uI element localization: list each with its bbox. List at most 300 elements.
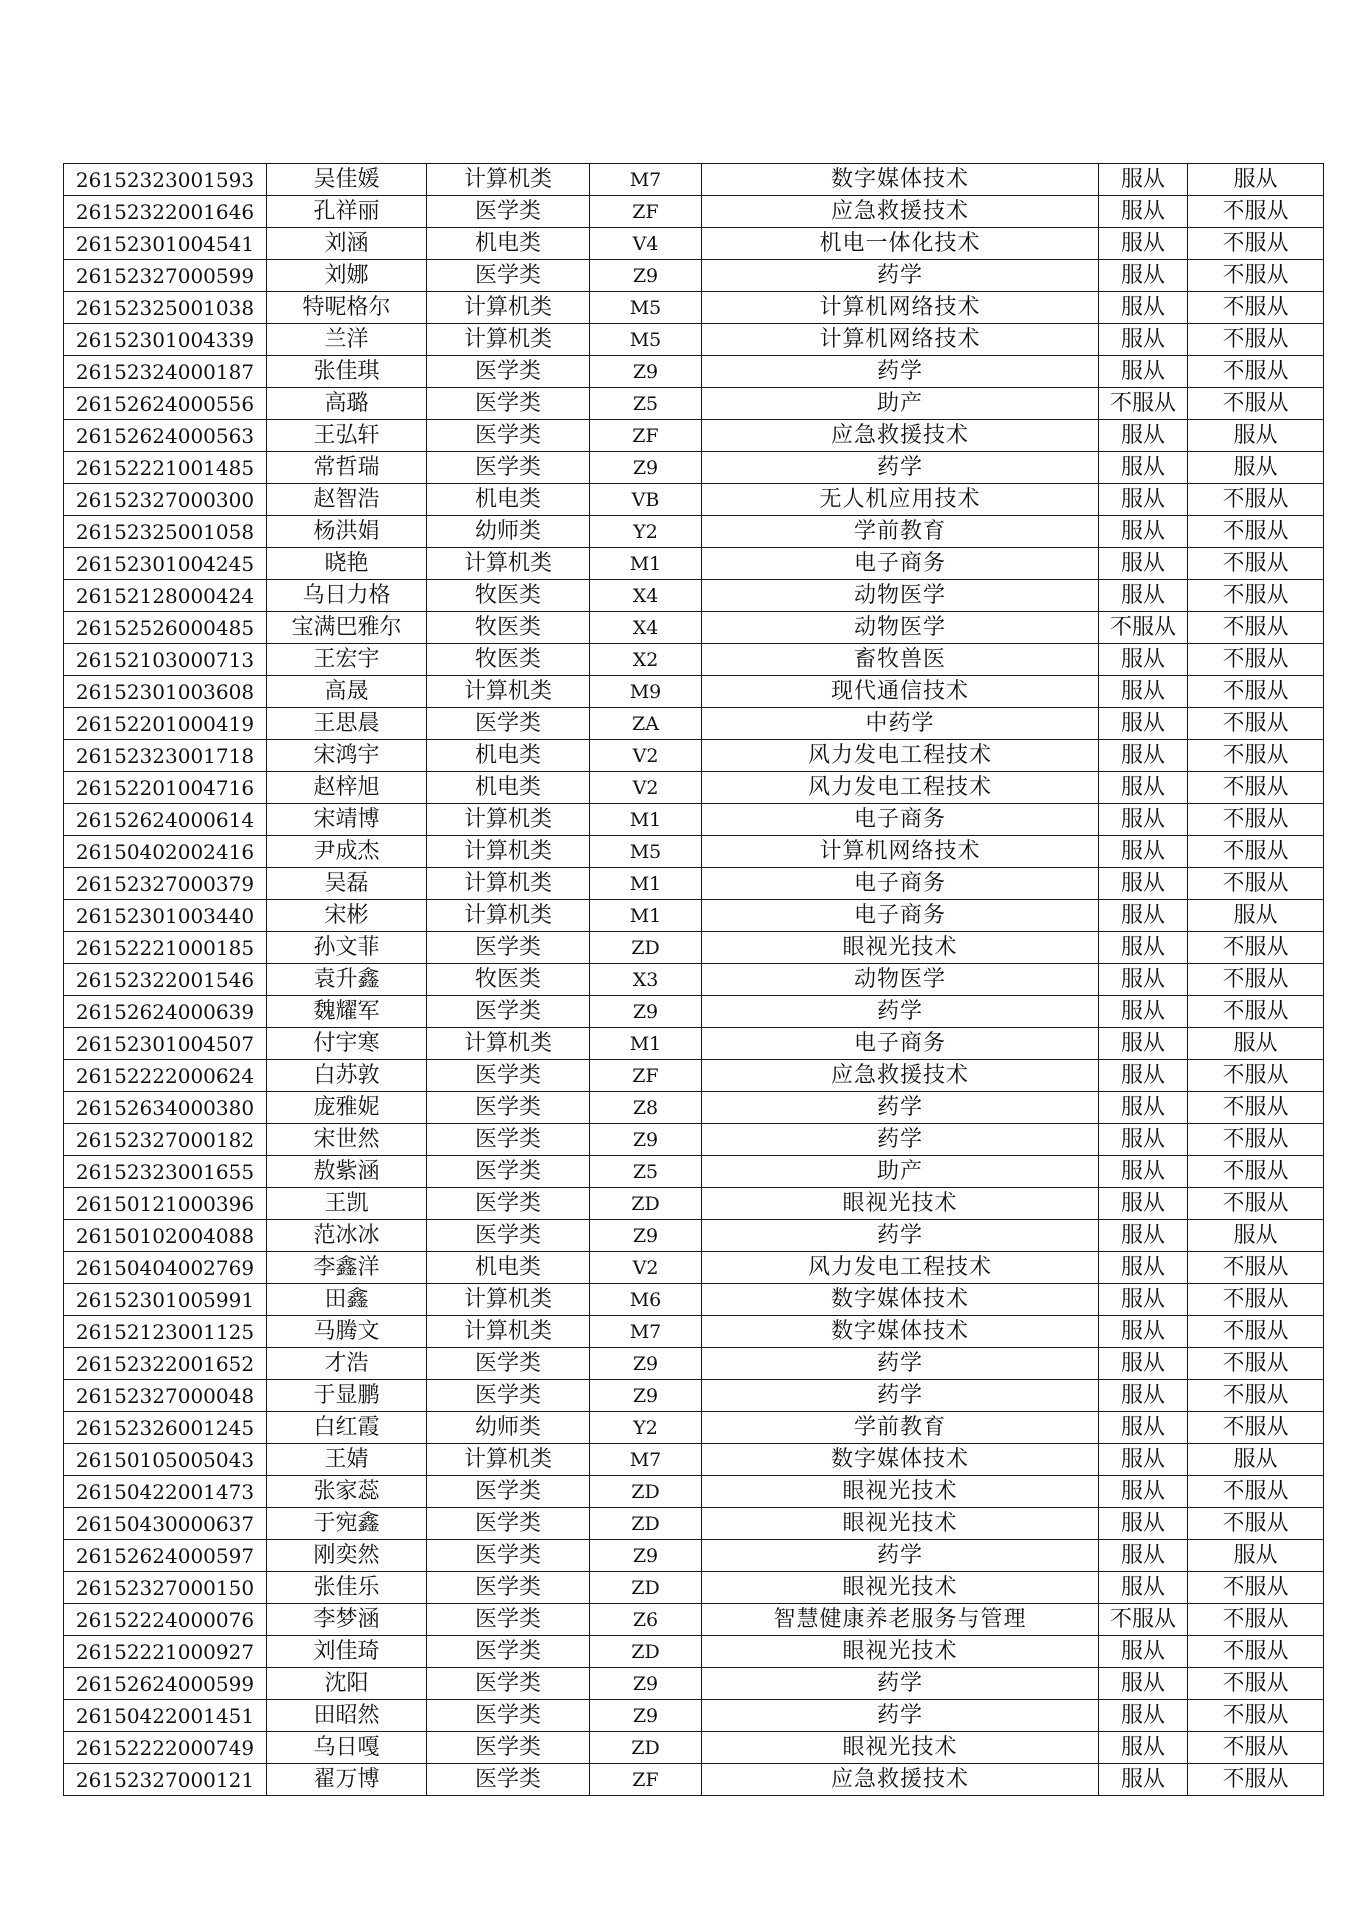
data-table	[63, 163, 1324, 1796]
obey-other-cell: 不服从	[1188, 836, 1324, 868]
student-name-cell: 刘娜	[267, 260, 427, 292]
obey-other-cell: 不服从	[1188, 1668, 1324, 1700]
category-cell: 计算机类	[427, 164, 590, 196]
major-name-cell: 眼视光技术	[702, 1476, 1099, 1508]
obey-other-cell: 服从	[1188, 1028, 1324, 1060]
major-code-cell: M9	[590, 676, 702, 708]
table-row	[64, 388, 1324, 420]
category-cell: 医学类	[427, 1188, 590, 1220]
major-name-cell: 药学	[702, 1124, 1099, 1156]
obey-other-cell: 不服从	[1188, 1252, 1324, 1284]
major-name-cell: 应急救援技术	[702, 1060, 1099, 1092]
obey-other-cell: 服从	[1188, 452, 1324, 484]
exam-number-cell: 26152221000185	[64, 932, 267, 964]
student-name-cell: 乌日嘎	[267, 1732, 427, 1764]
obey-other-cell: 不服从	[1188, 1412, 1324, 1444]
major-code-cell: ZD	[590, 1508, 702, 1540]
student-name-cell: 李鑫洋	[267, 1252, 427, 1284]
major-code-cell: Z8	[590, 1092, 702, 1124]
major-name-cell: 药学	[702, 1348, 1099, 1380]
exam-number-cell: 26152326001245	[64, 1412, 267, 1444]
obey-adjust-cell: 服从	[1099, 516, 1188, 548]
obey-other-cell: 不服从	[1188, 1124, 1324, 1156]
category-cell: 幼师类	[427, 1412, 590, 1444]
exam-number-cell: 26152128000424	[64, 580, 267, 612]
table-row	[64, 1156, 1324, 1188]
major-name-cell: 风力发电工程技术	[702, 772, 1099, 804]
major-code-cell: X3	[590, 964, 702, 996]
major-name-cell: 眼视光技术	[702, 1508, 1099, 1540]
obey-adjust-cell: 服从	[1099, 1092, 1188, 1124]
exam-number-cell: 26152327000182	[64, 1124, 267, 1156]
student-name-cell: 高璐	[267, 388, 427, 420]
obey-adjust-cell: 服从	[1099, 484, 1188, 516]
exam-number-cell: 26152624000599	[64, 1668, 267, 1700]
obey-other-cell: 不服从	[1188, 1092, 1324, 1124]
major-name-cell: 现代通信技术	[702, 676, 1099, 708]
exam-number-cell: 26152301005991	[64, 1284, 267, 1316]
category-cell: 计算机类	[427, 1028, 590, 1060]
category-cell: 医学类	[427, 1220, 590, 1252]
major-name-cell: 应急救援技术	[702, 420, 1099, 452]
student-name-cell: 张家蕊	[267, 1476, 427, 1508]
major-name-cell: 药学	[702, 260, 1099, 292]
obey-adjust-cell: 服从	[1099, 1348, 1188, 1380]
major-name-cell: 药学	[702, 452, 1099, 484]
table-row	[64, 1444, 1324, 1476]
obey-adjust-cell: 服从	[1099, 804, 1188, 836]
major-name-cell: 电子商务	[702, 1028, 1099, 1060]
exam-number-cell: 26152301004245	[64, 548, 267, 580]
obey-other-cell: 不服从	[1188, 804, 1324, 836]
obey-adjust-cell: 服从	[1099, 1124, 1188, 1156]
student-name-cell: 于宛鑫	[267, 1508, 427, 1540]
exam-number-cell: 26150105005043	[64, 1444, 267, 1476]
exam-number-cell: 26152323001718	[64, 740, 267, 772]
major-code-cell: ZD	[590, 1188, 702, 1220]
table-row	[64, 548, 1324, 580]
obey-other-cell: 不服从	[1188, 772, 1324, 804]
major-code-cell: M1	[590, 868, 702, 900]
category-cell: 医学类	[427, 1060, 590, 1092]
major-code-cell: M6	[590, 1284, 702, 1316]
category-cell: 牧医类	[427, 964, 590, 996]
category-cell: 计算机类	[427, 900, 590, 932]
obey-adjust-cell: 服从	[1099, 1572, 1188, 1604]
student-name-cell: 田鑫	[267, 1284, 427, 1316]
obey-other-cell: 不服从	[1188, 612, 1324, 644]
category-cell: 机电类	[427, 772, 590, 804]
table-body	[64, 164, 1324, 1796]
student-name-cell: 常哲瑞	[267, 452, 427, 484]
obey-adjust-cell: 服从	[1099, 1508, 1188, 1540]
major-code-cell: M5	[590, 836, 702, 868]
obey-other-cell: 不服从	[1188, 1284, 1324, 1316]
exam-number-cell: 26152301004339	[64, 324, 267, 356]
student-name-cell: 庞雅妮	[267, 1092, 427, 1124]
table-row	[64, 1124, 1324, 1156]
student-name-cell: 才浩	[267, 1348, 427, 1380]
major-code-cell: Z9	[590, 1540, 702, 1572]
major-code-cell: Z9	[590, 452, 702, 484]
table-row	[64, 516, 1324, 548]
major-code-cell: X4	[590, 580, 702, 612]
obey-other-cell: 不服从	[1188, 996, 1324, 1028]
category-cell: 医学类	[427, 1124, 590, 1156]
category-cell: 医学类	[427, 1764, 590, 1796]
exam-number-cell: 26152222000749	[64, 1732, 267, 1764]
major-name-cell: 药学	[702, 1700, 1099, 1732]
category-cell: 计算机类	[427, 1316, 590, 1348]
exam-number-cell: 26152624000639	[64, 996, 267, 1028]
major-code-cell: V2	[590, 740, 702, 772]
category-cell: 计算机类	[427, 868, 590, 900]
obey-adjust-cell: 服从	[1099, 1220, 1188, 1252]
obey-adjust-cell: 服从	[1099, 1060, 1188, 1092]
major-code-cell: ZD	[590, 1476, 702, 1508]
exam-number-cell: 26152224000076	[64, 1604, 267, 1636]
exam-number-cell: 26152526000485	[64, 612, 267, 644]
major-name-cell: 眼视光技术	[702, 1572, 1099, 1604]
major-name-cell: 药学	[702, 1092, 1099, 1124]
obey-other-cell: 不服从	[1188, 1764, 1324, 1796]
category-cell: 医学类	[427, 1668, 590, 1700]
obey-adjust-cell: 服从	[1099, 1156, 1188, 1188]
table-row	[64, 1028, 1324, 1060]
major-name-cell: 电子商务	[702, 900, 1099, 932]
major-code-cell: M7	[590, 164, 702, 196]
table-row	[64, 644, 1324, 676]
exam-number-cell: 26150422001473	[64, 1476, 267, 1508]
obey-other-cell: 不服从	[1188, 1508, 1324, 1540]
table-row	[64, 1476, 1324, 1508]
obey-adjust-cell: 服从	[1099, 324, 1188, 356]
category-cell: 计算机类	[427, 548, 590, 580]
major-name-cell: 畜牧兽医	[702, 644, 1099, 676]
major-name-cell: 机电一体化技术	[702, 228, 1099, 260]
table-row	[64, 260, 1324, 292]
table-row	[64, 292, 1324, 324]
obey-other-cell: 服从	[1188, 1444, 1324, 1476]
major-name-cell: 数字媒体技术	[702, 1444, 1099, 1476]
category-cell: 医学类	[427, 708, 590, 740]
major-code-cell: ZF	[590, 1764, 702, 1796]
major-code-cell: M7	[590, 1444, 702, 1476]
table-row	[64, 708, 1324, 740]
student-name-cell: 特呢格尔	[267, 292, 427, 324]
category-cell: 医学类	[427, 1636, 590, 1668]
table-row	[64, 1604, 1324, 1636]
obey-other-cell: 不服从	[1188, 1060, 1324, 1092]
obey-other-cell: 不服从	[1188, 260, 1324, 292]
major-name-cell: 应急救援技术	[702, 196, 1099, 228]
student-name-cell: 白苏敦	[267, 1060, 427, 1092]
obey-other-cell: 不服从	[1188, 1316, 1324, 1348]
student-name-cell: 晓艳	[267, 548, 427, 580]
major-name-cell: 应急救援技术	[702, 1764, 1099, 1796]
exam-number-cell: 26152624000556	[64, 388, 267, 420]
obey-adjust-cell: 服从	[1099, 1252, 1188, 1284]
major-code-cell: Z6	[590, 1604, 702, 1636]
obey-other-cell: 不服从	[1188, 644, 1324, 676]
category-cell: 医学类	[427, 996, 590, 1028]
obey-adjust-cell: 服从	[1099, 1188, 1188, 1220]
exam-number-cell: 26152301003440	[64, 900, 267, 932]
student-name-cell: 吴佳媛	[267, 164, 427, 196]
obey-adjust-cell: 服从	[1099, 1380, 1188, 1412]
obey-adjust-cell: 不服从	[1099, 388, 1188, 420]
major-name-cell: 数字媒体技术	[702, 1284, 1099, 1316]
student-name-cell: 王弘轩	[267, 420, 427, 452]
student-name-cell: 宋彬	[267, 900, 427, 932]
obey-adjust-cell: 服从	[1099, 868, 1188, 900]
exam-number-cell: 26152624000597	[64, 1540, 267, 1572]
student-name-cell: 赵梓旭	[267, 772, 427, 804]
category-cell: 医学类	[427, 388, 590, 420]
obey-other-cell: 不服从	[1188, 964, 1324, 996]
table-row	[64, 1636, 1324, 1668]
obey-adjust-cell: 服从	[1099, 452, 1188, 484]
major-name-cell: 动物医学	[702, 580, 1099, 612]
exam-number-cell: 26152324000187	[64, 356, 267, 388]
major-code-cell: Z5	[590, 388, 702, 420]
student-name-cell: 赵智浩	[267, 484, 427, 516]
major-name-cell: 眼视光技术	[702, 1732, 1099, 1764]
exam-number-cell: 26150422001451	[64, 1700, 267, 1732]
major-name-cell: 风力发电工程技术	[702, 740, 1099, 772]
major-code-cell: ZA	[590, 708, 702, 740]
category-cell: 医学类	[427, 1092, 590, 1124]
major-code-cell: ZF	[590, 420, 702, 452]
major-code-cell: M1	[590, 1028, 702, 1060]
category-cell: 医学类	[427, 1348, 590, 1380]
category-cell: 计算机类	[427, 1284, 590, 1316]
obey-other-cell: 不服从	[1188, 580, 1324, 612]
student-name-cell: 王思晨	[267, 708, 427, 740]
student-name-cell: 李梦涵	[267, 1604, 427, 1636]
major-code-cell: ZD	[590, 1636, 702, 1668]
category-cell: 计算机类	[427, 292, 590, 324]
major-code-cell: Z9	[590, 1380, 702, 1412]
table-row	[64, 772, 1324, 804]
exam-number-cell: 26152327000599	[64, 260, 267, 292]
student-name-cell: 王宏宇	[267, 644, 427, 676]
table-row	[64, 1380, 1324, 1412]
category-cell: 医学类	[427, 1156, 590, 1188]
major-name-cell: 学前教育	[702, 1412, 1099, 1444]
student-name-cell: 宋靖博	[267, 804, 427, 836]
student-name-cell: 兰洋	[267, 324, 427, 356]
table-row	[64, 164, 1324, 196]
obey-other-cell: 不服从	[1188, 1636, 1324, 1668]
category-cell: 医学类	[427, 1700, 590, 1732]
obey-adjust-cell: 服从	[1099, 836, 1188, 868]
student-name-cell: 马腾文	[267, 1316, 427, 1348]
table-row	[64, 932, 1324, 964]
obey-other-cell: 不服从	[1188, 1156, 1324, 1188]
table-row	[64, 1284, 1324, 1316]
table-row	[64, 356, 1324, 388]
major-name-cell: 智慧健康养老服务与管理	[702, 1604, 1099, 1636]
obey-other-cell: 不服从	[1188, 484, 1324, 516]
major-code-cell: Y2	[590, 1412, 702, 1444]
major-code-cell: Y2	[590, 516, 702, 548]
table-row	[64, 740, 1324, 772]
exam-number-cell: 26152323001655	[64, 1156, 267, 1188]
major-code-cell: V2	[590, 772, 702, 804]
obey-adjust-cell: 服从	[1099, 1476, 1188, 1508]
major-code-cell: M1	[590, 548, 702, 580]
student-name-cell: 袁升鑫	[267, 964, 427, 996]
category-cell: 医学类	[427, 1508, 590, 1540]
major-name-cell: 药学	[702, 996, 1099, 1028]
category-cell: 计算机类	[427, 324, 590, 356]
student-name-cell: 范冰冰	[267, 1220, 427, 1252]
category-cell: 计算机类	[427, 676, 590, 708]
major-code-cell: Z9	[590, 1220, 702, 1252]
student-name-cell: 翟万博	[267, 1764, 427, 1796]
major-code-cell: ZD	[590, 1732, 702, 1764]
obey-adjust-cell: 服从	[1099, 1540, 1188, 1572]
obey-other-cell: 服从	[1188, 900, 1324, 932]
student-name-cell: 孙文菲	[267, 932, 427, 964]
student-name-cell: 宋世然	[267, 1124, 427, 1156]
obey-adjust-cell: 服从	[1099, 1732, 1188, 1764]
obey-adjust-cell: 服从	[1099, 228, 1188, 260]
student-name-cell: 刚奕然	[267, 1540, 427, 1572]
major-code-cell: M7	[590, 1316, 702, 1348]
major-name-cell: 风力发电工程技术	[702, 1252, 1099, 1284]
obey-adjust-cell: 服从	[1099, 1412, 1188, 1444]
obey-other-cell: 服从	[1188, 1540, 1324, 1572]
student-name-cell: 刘涵	[267, 228, 427, 260]
major-code-cell: ZD	[590, 932, 702, 964]
student-name-cell: 张佳乐	[267, 1572, 427, 1604]
table-row	[64, 1188, 1324, 1220]
exam-number-cell: 26152624000614	[64, 804, 267, 836]
major-name-cell: 眼视光技术	[702, 1188, 1099, 1220]
exam-number-cell: 26150402002416	[64, 836, 267, 868]
obey-adjust-cell: 服从	[1099, 1284, 1188, 1316]
obey-adjust-cell: 服从	[1099, 1636, 1188, 1668]
exam-number-cell: 26152201004716	[64, 772, 267, 804]
category-cell: 机电类	[427, 1252, 590, 1284]
student-name-cell: 魏耀军	[267, 996, 427, 1028]
major-code-cell: M1	[590, 804, 702, 836]
major-name-cell: 眼视光技术	[702, 1636, 1099, 1668]
category-cell: 医学类	[427, 1540, 590, 1572]
exam-number-cell: 26152327000048	[64, 1380, 267, 1412]
exam-number-cell: 26150404002769	[64, 1252, 267, 1284]
major-name-cell: 计算机网络技术	[702, 292, 1099, 324]
major-name-cell: 电子商务	[702, 548, 1099, 580]
table-row	[64, 324, 1324, 356]
category-cell: 医学类	[427, 452, 590, 484]
obey-adjust-cell: 服从	[1099, 900, 1188, 932]
exam-number-cell: 26152634000380	[64, 1092, 267, 1124]
major-name-cell: 药学	[702, 1668, 1099, 1700]
obey-other-cell: 不服从	[1188, 708, 1324, 740]
table-row	[64, 964, 1324, 996]
obey-other-cell: 不服从	[1188, 676, 1324, 708]
major-name-cell: 中药学	[702, 708, 1099, 740]
student-name-cell: 刘佳琦	[267, 1636, 427, 1668]
obey-other-cell: 不服从	[1188, 1380, 1324, 1412]
student-name-cell: 王婧	[267, 1444, 427, 1476]
major-name-cell: 计算机网络技术	[702, 324, 1099, 356]
table-row	[64, 1540, 1324, 1572]
category-cell: 计算机类	[427, 836, 590, 868]
major-code-cell: Z9	[590, 356, 702, 388]
obey-adjust-cell: 服从	[1099, 1668, 1188, 1700]
table-row	[64, 1316, 1324, 1348]
obey-other-cell: 服从	[1188, 420, 1324, 452]
major-code-cell: ZD	[590, 1572, 702, 1604]
obey-other-cell: 不服从	[1188, 292, 1324, 324]
obey-adjust-cell: 服从	[1099, 676, 1188, 708]
obey-adjust-cell: 服从	[1099, 772, 1188, 804]
major-code-cell: V4	[590, 228, 702, 260]
category-cell: 计算机类	[427, 1444, 590, 1476]
major-code-cell: M5	[590, 292, 702, 324]
major-code-cell: Z9	[590, 260, 702, 292]
obey-other-cell: 不服从	[1188, 1348, 1324, 1380]
student-name-cell: 张佳琪	[267, 356, 427, 388]
exam-number-cell: 26152322001652	[64, 1348, 267, 1380]
major-code-cell: Z9	[590, 1700, 702, 1732]
obey-adjust-cell: 服从	[1099, 1444, 1188, 1476]
table-row	[64, 196, 1324, 228]
obey-other-cell: 不服从	[1188, 1572, 1324, 1604]
major-name-cell: 眼视光技术	[702, 932, 1099, 964]
exam-number-cell: 26152301004507	[64, 1028, 267, 1060]
major-code-cell: Z9	[590, 1348, 702, 1380]
obey-other-cell: 服从	[1188, 1220, 1324, 1252]
student-name-cell: 田昭然	[267, 1700, 427, 1732]
major-name-cell: 无人机应用技术	[702, 484, 1099, 516]
obey-adjust-cell: 服从	[1099, 548, 1188, 580]
category-cell: 医学类	[427, 1604, 590, 1636]
category-cell: 医学类	[427, 356, 590, 388]
exam-number-cell: 26152201000419	[64, 708, 267, 740]
category-cell: 医学类	[427, 420, 590, 452]
student-name-cell: 尹成杰	[267, 836, 427, 868]
major-code-cell: ZF	[590, 196, 702, 228]
student-name-cell: 宝满巴雅尔	[267, 612, 427, 644]
obey-other-cell: 不服从	[1188, 1732, 1324, 1764]
obey-adjust-cell: 服从	[1099, 1700, 1188, 1732]
obey-other-cell: 不服从	[1188, 228, 1324, 260]
obey-other-cell: 不服从	[1188, 868, 1324, 900]
obey-adjust-cell: 服从	[1099, 196, 1188, 228]
major-code-cell: M5	[590, 324, 702, 356]
student-name-cell: 王凯	[267, 1188, 427, 1220]
exam-number-cell: 26152222000624	[64, 1060, 267, 1092]
obey-other-cell: 不服从	[1188, 548, 1324, 580]
table-row	[64, 1700, 1324, 1732]
table-row	[64, 580, 1324, 612]
obey-adjust-cell: 服从	[1099, 1764, 1188, 1796]
category-cell: 牧医类	[427, 644, 590, 676]
major-name-cell: 数字媒体技术	[702, 1316, 1099, 1348]
major-name-cell: 电子商务	[702, 804, 1099, 836]
student-name-cell: 孔祥丽	[267, 196, 427, 228]
category-cell: 医学类	[427, 1476, 590, 1508]
exam-number-cell: 26152624000563	[64, 420, 267, 452]
major-name-cell: 计算机网络技术	[702, 836, 1099, 868]
table-row	[64, 1572, 1324, 1604]
category-cell: 牧医类	[427, 580, 590, 612]
